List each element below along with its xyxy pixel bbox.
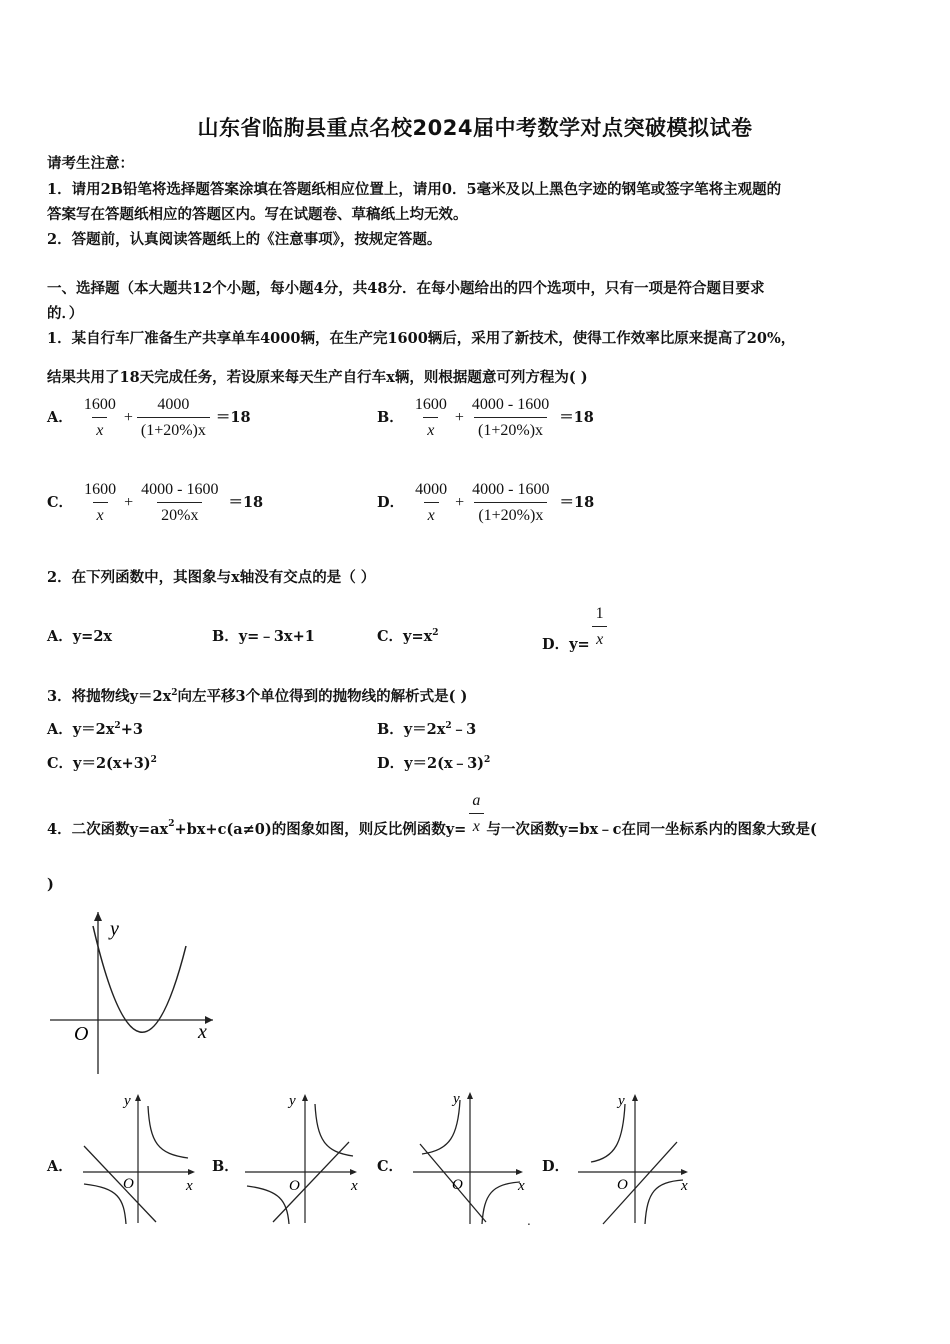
q1-d-den-1: x bbox=[424, 502, 439, 525]
q1-option-d-label: D． bbox=[377, 494, 405, 511]
q1-b-fraction-2 bbox=[468, 396, 553, 440]
q4-stem-post: 与一次函数y=bx﹣c在同一坐标系内的图象大致是( bbox=[486, 821, 817, 838]
q4-option-c[interactable]: C． bbox=[377, 1158, 404, 1175]
q1-b-den-2: (1+20%)x bbox=[474, 417, 547, 440]
q1-a-num-2: 4000 bbox=[157, 396, 190, 413]
y-label: y bbox=[110, 918, 119, 940]
q3-b-post: ﹣3 bbox=[451, 721, 477, 738]
y-axis-arrow bbox=[135, 1094, 141, 1101]
y-axis-arrow bbox=[94, 912, 102, 921]
q3-b-sup: 2 bbox=[445, 721, 452, 732]
q1-d-fraction-2 bbox=[468, 481, 553, 525]
q4-stem bbox=[47, 788, 817, 839]
q2-stem: 2．在下列函数中，其图象与x轴没有交点的是（ ） bbox=[47, 569, 376, 586]
q2-option-c-sup: 2 bbox=[432, 628, 439, 639]
q1-b-num-1: 1600 bbox=[414, 396, 447, 413]
q4-option-a[interactable]: A． bbox=[47, 1158, 73, 1175]
q1-b-plus: + bbox=[454, 409, 464, 426]
y-axis-arrow bbox=[302, 1094, 308, 1101]
q3-b-pre: B．y＝2x bbox=[377, 721, 446, 738]
q1-b-equals: ＝18 bbox=[559, 409, 594, 426]
q4-option-b-graph bbox=[243, 1088, 368, 1230]
q1-a-den-1: x bbox=[92, 417, 107, 440]
q1-b-fraction-1 bbox=[411, 396, 451, 440]
q2-option-c-text: C．y=x bbox=[377, 628, 433, 645]
q1-c-num-2: 4000 - 1600 bbox=[141, 481, 219, 498]
line-graph bbox=[84, 1146, 156, 1222]
q1-a-fraction-1 bbox=[80, 396, 120, 440]
q2-option-d-text: D．y= bbox=[542, 636, 590, 653]
y-axis-arrow bbox=[467, 1092, 473, 1099]
q1-c-fraction-2 bbox=[137, 481, 222, 525]
y-label: y bbox=[289, 1093, 296, 1109]
q1-d-equals: ＝18 bbox=[559, 494, 595, 511]
x-axis-arrow bbox=[188, 1169, 195, 1175]
line-graph bbox=[273, 1142, 349, 1222]
q1-option-c[interactable] bbox=[47, 481, 263, 525]
origin-label: O bbox=[74, 1023, 89, 1045]
hyperbola-branch-2 bbox=[645, 1180, 683, 1224]
q1-b-num-2: 4000 - 1600 bbox=[471, 396, 550, 413]
stray-dot: . bbox=[527, 1214, 531, 1228]
origin-label: O bbox=[289, 1178, 300, 1194]
q3-c-pre: C．y＝2(x+3) bbox=[47, 755, 151, 772]
notice-line-2: 2．答题前，认真阅读答题纸上的《注意事项》，按规定答题。 bbox=[47, 231, 442, 248]
q2-option-c[interactable] bbox=[377, 625, 439, 646]
q1-option-a[interactable] bbox=[47, 396, 251, 440]
x-label: x bbox=[198, 1021, 207, 1043]
origin-label: O bbox=[452, 1177, 463, 1193]
q1-c-fraction-1 bbox=[80, 481, 120, 525]
q1-c-equals: ＝18 bbox=[228, 494, 264, 511]
q1-option-b[interactable] bbox=[377, 396, 594, 440]
q4-frac-num: a bbox=[472, 791, 481, 809]
q4-frac-den: x bbox=[469, 813, 484, 836]
q1-stem-line-2: 结果共用了18天完成任务，若设原来每天生产自行车x辆，则根据题意可列方程为( ) bbox=[47, 369, 588, 386]
q3-option-c[interactable] bbox=[47, 752, 157, 773]
q3-stem-pre: 3．将抛物线y＝2x bbox=[47, 688, 172, 705]
q3-option-b[interactable] bbox=[377, 718, 476, 739]
q4-option-d[interactable]: D． bbox=[542, 1158, 570, 1175]
hyperbola-branch-2 bbox=[247, 1186, 289, 1224]
q4-option-a-graph bbox=[78, 1088, 203, 1230]
q1-a-fraction-2 bbox=[137, 396, 210, 440]
q2-option-a[interactable]: A．y=2x bbox=[47, 628, 113, 645]
q3-d-pre: D．y＝2(x﹣3) bbox=[377, 755, 485, 772]
x-label: x bbox=[351, 1178, 358, 1194]
y-label: y bbox=[618, 1093, 625, 1109]
hyperbola-branch-2 bbox=[84, 1184, 126, 1224]
q2-d-fraction bbox=[592, 605, 608, 649]
x-axis-arrow bbox=[350, 1169, 357, 1175]
q3-d-sup: 2 bbox=[484, 755, 491, 766]
q2-option-d[interactable] bbox=[542, 600, 610, 654]
q1-c-plus: + bbox=[124, 494, 134, 511]
q3-stem-sup: 2 bbox=[171, 688, 178, 699]
q4-option-b[interactable]: B． bbox=[212, 1158, 239, 1175]
x-label: x bbox=[518, 1178, 525, 1194]
q1-a-den-2: (1+20%)x bbox=[137, 417, 210, 440]
q1-d-fraction-1 bbox=[411, 481, 451, 525]
origin-label: O bbox=[123, 1176, 134, 1192]
notice-line-1a: 1．请用2B铅笔将选择题答案涂填在答题纸相应位置上，请用0．5毫米及以上黑色字迹的钢笔或签字笔将主观题的 bbox=[47, 181, 782, 198]
q4-parabola-graph bbox=[48, 908, 218, 1076]
q1-d-num-1: 4000 bbox=[415, 481, 448, 498]
q4-fraction bbox=[468, 792, 484, 836]
origin-label: O bbox=[617, 1177, 628, 1193]
q4-option-d-graph bbox=[573, 1088, 698, 1230]
x-label: x bbox=[681, 1178, 688, 1194]
q1-d-den-2: (1+20%)x bbox=[474, 502, 547, 525]
q3-option-a[interactable] bbox=[47, 718, 143, 739]
notice-heading: 请考生注意： bbox=[47, 155, 134, 172]
q1-option-d[interactable] bbox=[377, 481, 594, 525]
q4-close-paren: ) bbox=[47, 876, 54, 893]
q1-a-num-1: 1600 bbox=[83, 396, 116, 413]
q2-option-b[interactable]: B．y=﹣3x+1 bbox=[212, 628, 315, 645]
hyperbola-branch-1 bbox=[422, 1100, 460, 1154]
q4-option-c-graph bbox=[408, 1086, 533, 1230]
q2-d-num: 1 bbox=[595, 605, 604, 622]
y-label: y bbox=[124, 1093, 131, 1109]
q1-c-num-1: 1600 bbox=[84, 481, 117, 498]
q1-d-num-2: 4000 - 1600 bbox=[472, 481, 550, 498]
hyperbola-branch-2 bbox=[482, 1182, 520, 1224]
hyperbola-branch-1 bbox=[591, 1104, 625, 1162]
q1-option-a-label: A． bbox=[47, 409, 73, 426]
x-axis-arrow bbox=[516, 1169, 523, 1175]
q1-option-c-label: C． bbox=[47, 494, 74, 511]
q1-a-plus: + bbox=[123, 409, 133, 426]
section1-line-2: 的．） bbox=[47, 305, 84, 322]
q1-a-equals: ＝18 bbox=[215, 409, 251, 426]
q3-a-pre: A．y＝2x bbox=[47, 721, 115, 738]
q1-option-b-label: B． bbox=[377, 409, 404, 426]
q4-stem-mid: +bx+c(a≠0)的图象如图，则反比例函数y= bbox=[174, 821, 467, 838]
page-title: 山东省临朐县重点名校2024届中考数学对点突破模拟试卷 bbox=[197, 116, 753, 140]
y-axis-arrow bbox=[632, 1094, 638, 1101]
section1-line-1: 一、选择题（本大题共12个小题，每小题4分，共48分．在每小题给出的四个选项中，只有一项是符合题目要求 bbox=[47, 280, 765, 297]
q3-option-d[interactable] bbox=[377, 752, 490, 773]
q3-stem bbox=[47, 685, 467, 706]
q2-d-den: x bbox=[592, 626, 607, 649]
parabola-curve bbox=[93, 926, 186, 1032]
q4-stem-pre: 4．二次函数y=ax bbox=[47, 821, 169, 838]
q3-a-sup: 2 bbox=[114, 721, 121, 732]
q1-c-den-2: 20%x bbox=[157, 502, 202, 525]
x-axis-arrow bbox=[681, 1169, 688, 1175]
y-label: y bbox=[453, 1091, 460, 1107]
q3-stem-post: 向左平移3个单位得到的抛物线的解析式是( ) bbox=[177, 688, 468, 705]
q1-b-den-1: x bbox=[423, 417, 438, 440]
q1-stem-line-1: 1．某自行车厂准备生产共享单车4000辆，在生产完1600辆后，采用了新技术，使得工作效率比原来提高了20%， bbox=[47, 330, 796, 347]
q1-c-den-1: x bbox=[93, 502, 108, 525]
notice-line-1b: 答案写在答题纸相应的答题区内。写在试题卷、草稿纸上均无效。 bbox=[47, 206, 468, 223]
q3-c-sup: 2 bbox=[150, 755, 157, 766]
hyperbola-branch-1 bbox=[315, 1104, 353, 1156]
q3-a-post: +3 bbox=[120, 721, 143, 738]
q1-d-plus: + bbox=[455, 494, 465, 511]
hyperbola-branch-1 bbox=[148, 1106, 188, 1158]
x-label: x bbox=[186, 1178, 193, 1194]
q4-stem-sup: 2 bbox=[168, 818, 175, 829]
